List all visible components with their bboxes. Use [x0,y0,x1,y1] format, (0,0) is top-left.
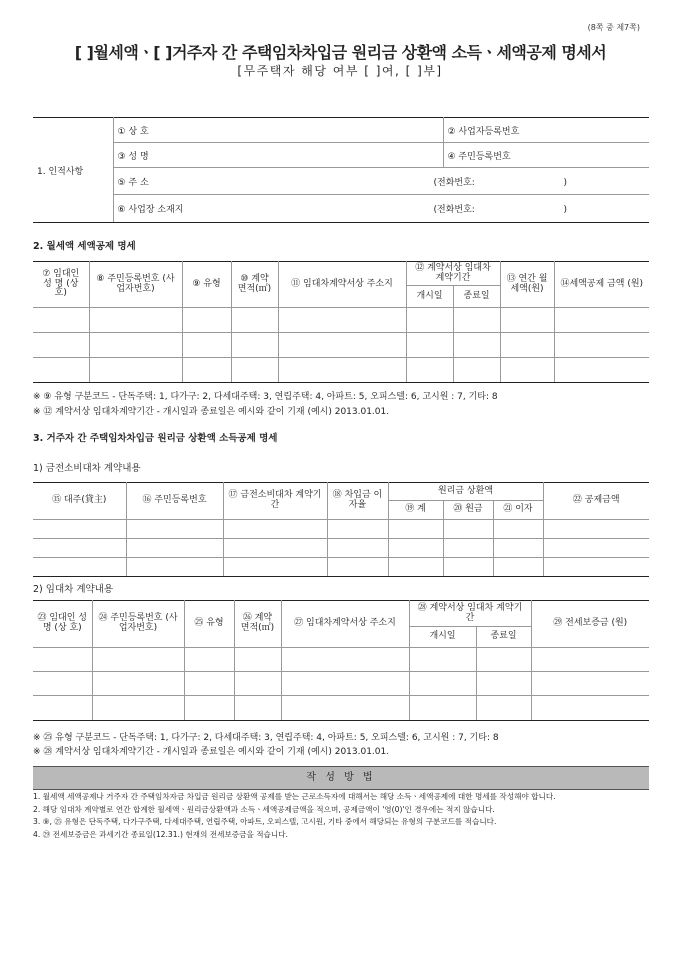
loan-contract-table [33,482,649,577]
table-row[interactable] [33,696,649,721]
table-row[interactable] [33,558,649,577]
type-code-note: ※ ⑨ 유형 구분코드 - 단독주택: 1, 다가구: 2, 다세대주택: 3, 연립주택: 4, 아파트: 5, 오피스텔: 6, 고시원 : 7, 기타: 8 [33,392,498,402]
writing-guide [33,791,645,841]
col-lessor-registration: ㉔ 주민등록번호 (사업자번호) [92,601,184,648]
col-interest-rate: ⑱ 차입금 이자율 [327,483,388,520]
col-lease-address-2: ㉗ 임대차계약서상 주소지 [281,601,409,648]
col-lease-start: 개시일 [409,627,476,648]
col-contract-period: ⑫ 계약서상 임대차 계약기간 [406,262,500,286]
guide-item: 4. ㉙ 전세보증금은 과세기간 종료일(12.31.) 현재의 전세보증금을 적습니다. [33,829,288,839]
form-title: [ ]월세액ㆍ[ ]거주자 간 주택임차차입금 원리금 상환액 소득ㆍ세액공제 명세서 [74,43,607,62]
lease-type-code-note: ※ ㉕ 유형 구분코드 - 단독주택: 1, 다가구: 2, 다세대주택: 3, 연립주택: 4, 아파트: 5, 오피스텔: 6, 고시원 : 7, 기타: 8 [33,733,499,743]
monthly-rent-table [33,261,649,383]
personal-info-table [33,117,649,223]
col-deposit: ㉙ 전세보증금 (원) [531,601,649,648]
lease-contract-table [33,600,649,721]
form-subtitle: [무주택자 해당 여부 [ ]여, [ ]부] [237,64,443,78]
col-lessor-name: ㉓ 임대인 성 명 (상 호) [33,601,92,648]
col-type: ⑨ 유형 [182,262,231,308]
col-interest: ㉑ 이자 [493,501,543,520]
section2-title: 2. 월세액 세액공제 명세 [33,241,136,252]
section3-title: 3. 거주자 간 주택임차차입금 원리금 상환액 소득공제 명세 [33,433,278,444]
col-repayment: 원리금 상환액 [388,483,543,501]
table-row[interactable] [33,539,649,558]
col-principal: ⑳ 원금 [443,501,493,520]
col-lender-registration: ⑯ 주민등록번호 [126,483,223,520]
col-total: ⑲ 계 [388,501,443,520]
col-lease-end: 종료일 [476,627,531,648]
workplace-address-field[interactable]: ⑥ 사업장 소재지 (전화번호: ) [113,195,649,223]
resident-number-field[interactable]: ④ 주민등록번호 [443,143,649,168]
table-row[interactable] [33,308,649,333]
table-row[interactable] [33,520,649,539]
col-landlord-name: ⑦ 임대인 성 명 (상 호) [33,262,89,308]
col-lease-period: ㉘ 계약서상 임대차 계약기간 [409,601,531,627]
address-field[interactable]: ⑤ 주 소 (전화번호: ) [113,168,649,195]
col-deduction-amount: ㉒ 공제금액 [543,483,649,520]
lease-period-note: ※ ㉘ 계약서상 임대차계약기간 - 개시일과 종료일은 예시와 같이 기재 (예시) 2013.01.01. [33,747,390,757]
page-number: (8쪽 중 제7쪽) [587,23,640,32]
guide-item: 3. ⑨, ㉕ 유형은 단독주택, 다가구주택, 다세대주택, 연립주택, 아파트, 오피스텔, 고시원, 기타 중에서 해당되는 유형의 구분코드를 적습니다. [33,817,497,827]
col-lender: ⑮ 대주(貸主) [33,483,126,520]
trade-name-field[interactable]: ① 상 호 [113,118,443,143]
lease-contract-subtitle: 2) 임대차 계약내용 [33,584,114,595]
table-row[interactable] [33,672,649,696]
col-registration-number: ⑧ 주민등록번호 (사업자번호) [89,262,182,308]
col-contract-area: ⑩ 계약 면적(㎡) [231,262,278,308]
table-row[interactable] [33,358,649,383]
writing-guide-title: 작 성 방 법 [33,766,649,790]
guide-item: 1. 월세액 세액공제나 거주자 간 주택임차자금 차입금 원리금 상환액 공제를 받는 근로소득자에 대해서는 해당 소득ㆍ세액공제에 대한 명세를 작성해야 합니다. [33,792,556,801]
guide-item: 2. 해당 임대차 계약별로 연간 합계한 월세액ㆍ원리금상환액과 소득ㆍ세액공제금액을 적으며, 공제금액이 '영(0)'인 경우에는 적지 않습니다. [33,804,495,814]
col-annual-rent: ⑬ 연간 월세액(원) [500,262,554,308]
table-row[interactable] [33,648,649,672]
table-row[interactable] [33,333,649,358]
personal-info-label: 1. 인적사항 [33,118,113,223]
loan-contract-subtitle: 1) 금전소비대차 계약내용 [33,463,141,474]
col-lease-address: ⑪ 임대차계약서상 주소지 [278,262,406,308]
name-field[interactable]: ③ 성 명 [113,143,443,168]
col-lease-type: ㉕ 유형 [184,601,234,648]
col-end-date: 종료일 [453,286,500,308]
col-loan-period: ⑰ 금전소비대차 계약기간 [223,483,327,520]
col-lease-area: ㉖ 계약 면적(㎡) [234,601,281,648]
contract-period-note: ※ ⑫ 계약서상 임대차계약기간 - 개시일과 종료일은 예시와 같이 기재 (예시) 2013.01.01. [33,407,390,417]
business-number-field[interactable]: ② 사업자등록번호 [443,118,649,143]
col-start-date: 개시일 [406,286,453,308]
col-tax-credit: ⑭세액공제 금액 (원) [554,262,649,308]
